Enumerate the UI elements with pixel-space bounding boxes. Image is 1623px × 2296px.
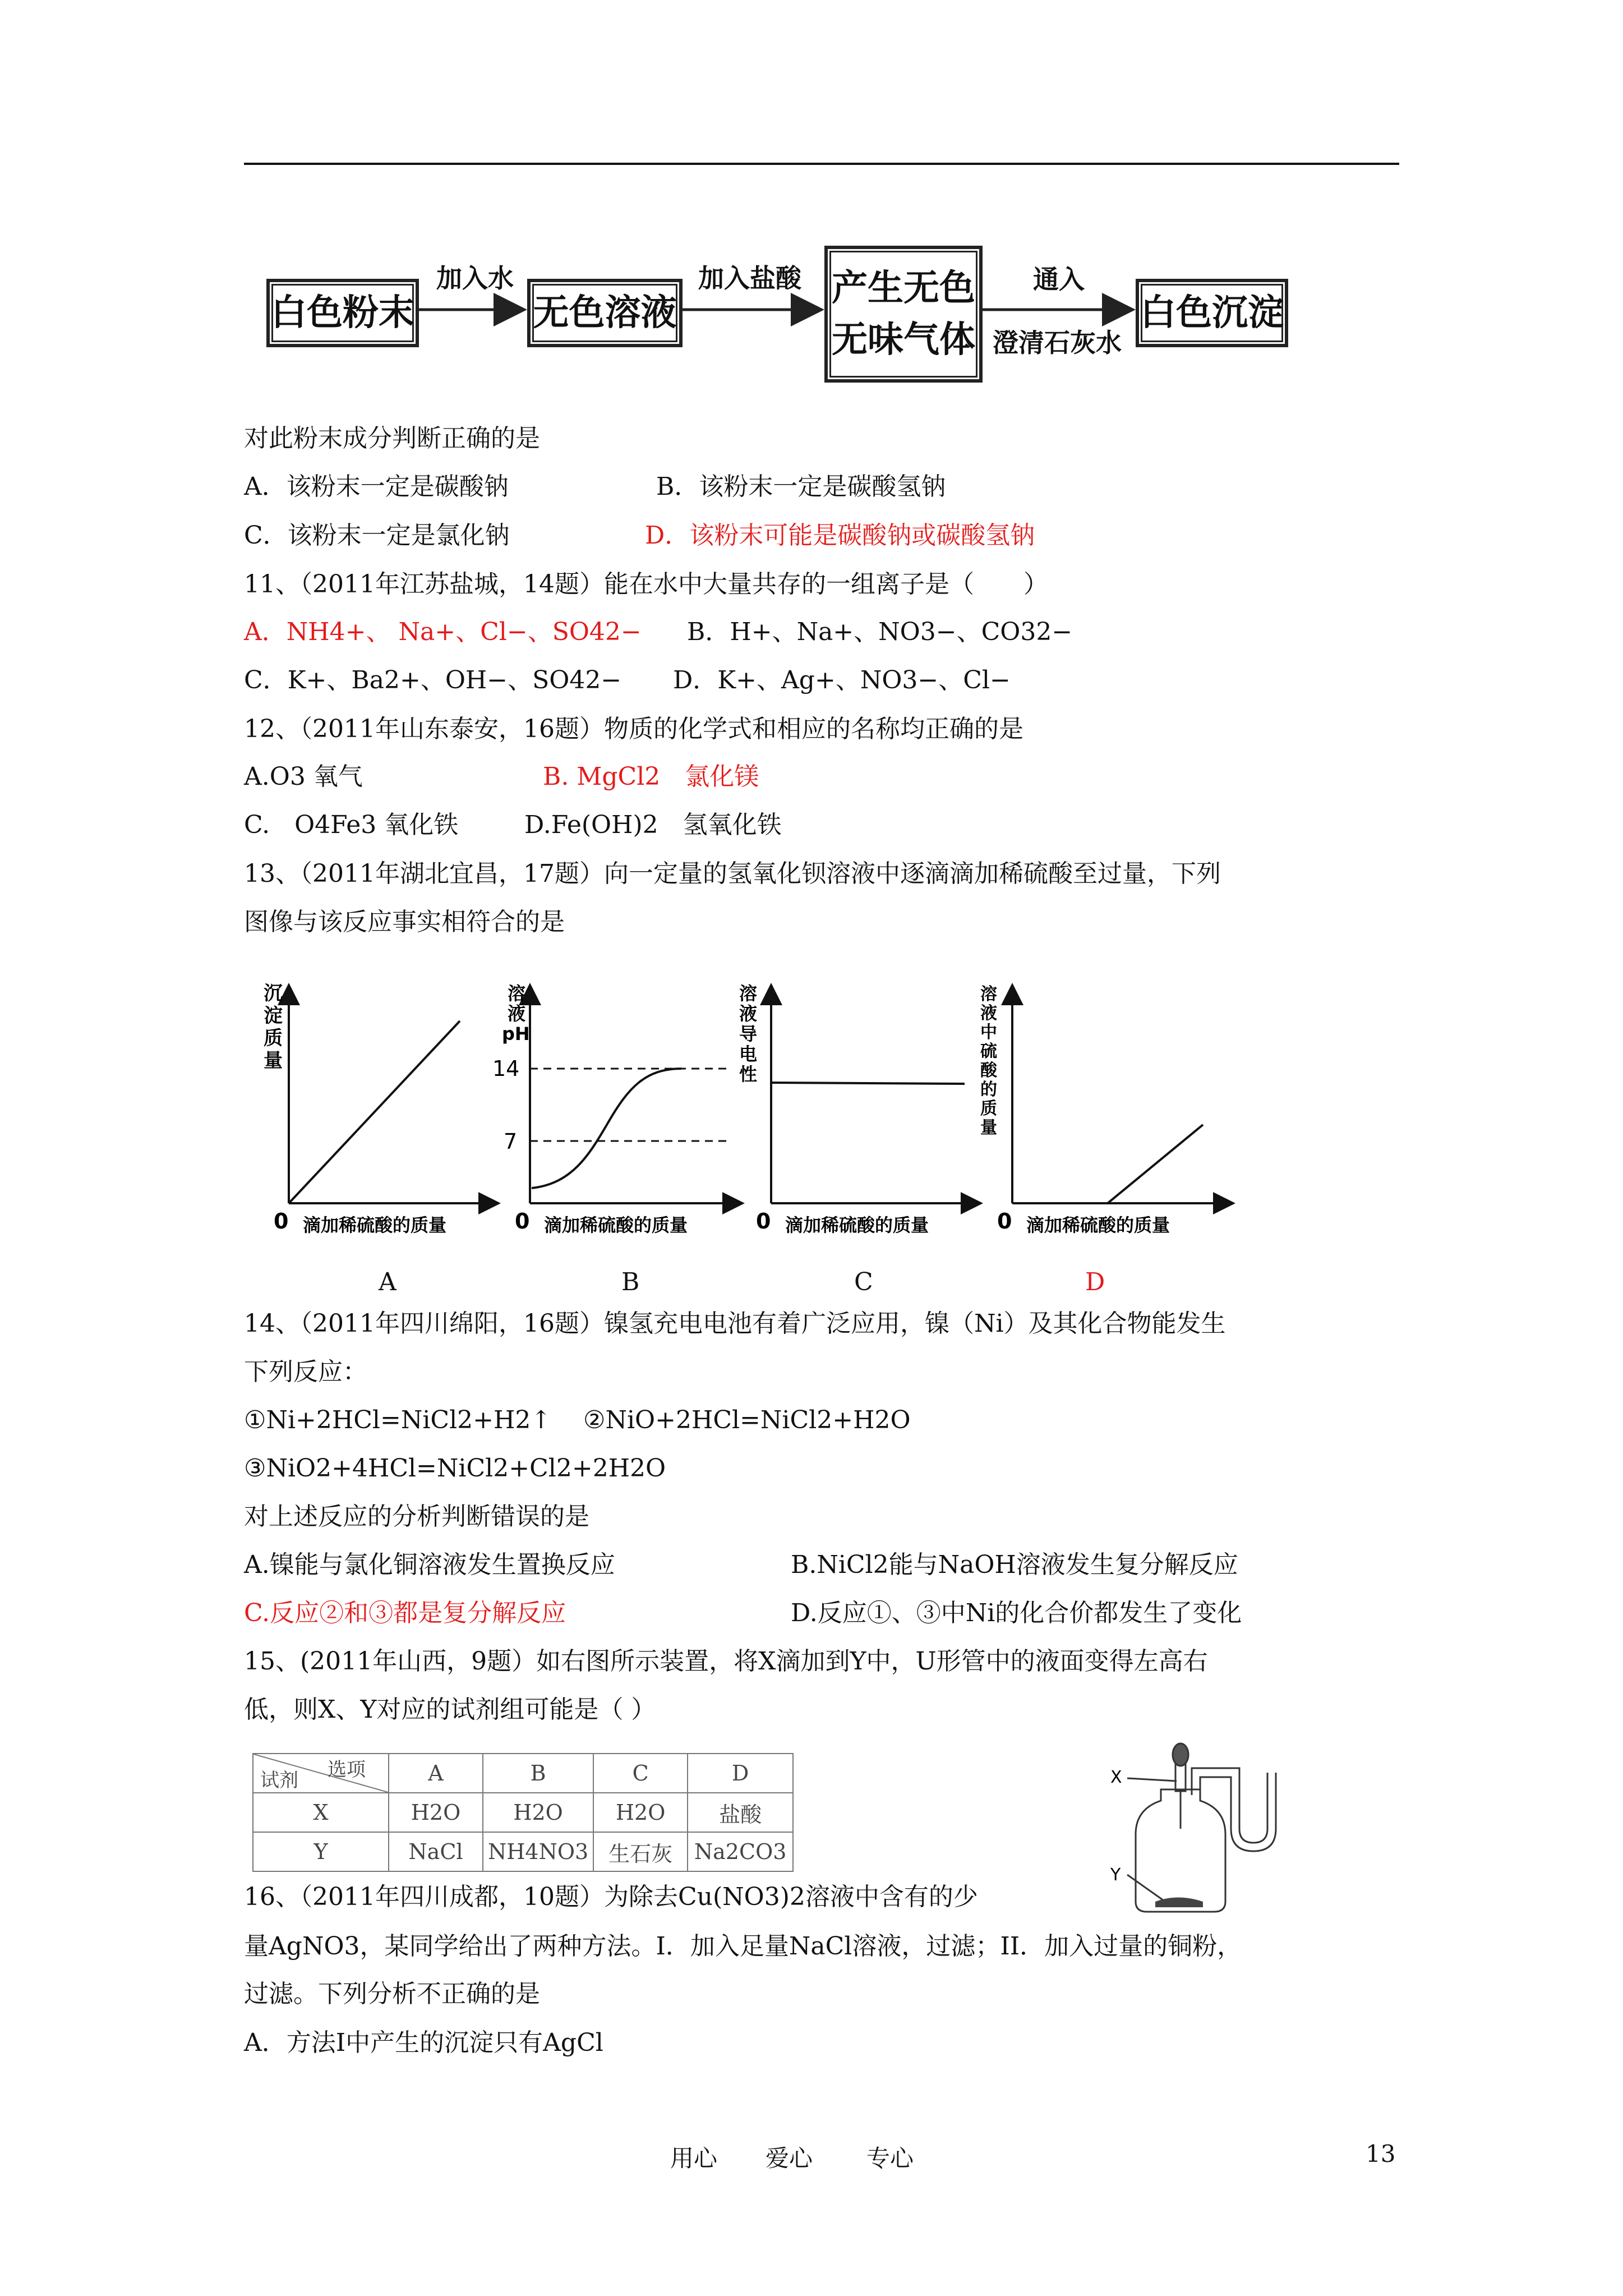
q15-options-table xyxy=(252,1753,794,1872)
q16-stem-line2: 量AgNO3，某同学给出了两种方法。I．加入足量NaCl溶液，过滤；II．加入过量的铜粉， xyxy=(244,1932,1242,1961)
table-cell-y-d: Na2CO3 xyxy=(688,1832,793,1871)
graph-b-ylabel-char: pH xyxy=(502,1023,530,1045)
flow-arrow-label-2: 加入盐酸 xyxy=(698,263,801,293)
graph-b-tick-14: 14 xyxy=(492,1056,520,1081)
u-tube xyxy=(1192,1768,1267,1843)
q11-option-d: D．K+、Ag+、NO3−、Cl− xyxy=(673,666,1011,694)
graph-b-origin: 0 xyxy=(515,1209,530,1234)
table-header-d: D xyxy=(688,1754,793,1793)
q14-eq1: ①Ni+2HCl=NiCl2+H2↑ xyxy=(244,1406,552,1434)
table-corner-cell xyxy=(253,1754,389,1793)
q15-stem-line1: 15、(2011年山西，9题）如右图所示装置，将X滴加到Y中，U形管中的液面变得左高右 xyxy=(244,1647,1208,1676)
graph-c-xlabel: 滴加稀硫酸的质量 xyxy=(785,1214,929,1236)
graph-c-ylabel-char: 液 xyxy=(739,1003,758,1024)
graph-d-origin: 0 xyxy=(997,1209,1012,1234)
table-cell-y-a: NaCl xyxy=(389,1832,483,1871)
graph-d-ylabel-char: 量 xyxy=(980,1118,997,1138)
q14-stem-line2: 下列反应： xyxy=(244,1358,367,1386)
label-x: X xyxy=(1110,1768,1122,1787)
q16-stem-line3: 过滤。下列分析不正确的是 xyxy=(244,1980,540,2008)
q16-option-a: A．方法I中产生的沉淀只有AgCl xyxy=(244,2028,603,2057)
q12-option-a: A.O3 氧气 xyxy=(244,762,363,791)
q10-option-a: A．该粉末一定是碳酸钠 xyxy=(244,472,509,501)
q11-option-a: A．NH4+、 Na+、Cl−、SO42− xyxy=(244,618,642,646)
graph-a-ylabel-char: 质 xyxy=(264,1027,283,1050)
q11-option-b: B．H+、Na+、NO3−、CO32− xyxy=(687,618,1073,646)
q14-eq3: ③NiO2+4HCl=NiCl2+Cl2+2H2O xyxy=(244,1454,666,1483)
graph-b-xlabel: 滴加稀硫酸的质量 xyxy=(544,1214,688,1236)
q10-option-b: B．该粉末一定是碳酸氢钠 xyxy=(656,472,946,501)
graph-c-ylabel-char: 导 xyxy=(739,1023,758,1045)
graph-b-ylabel-char: 液 xyxy=(508,1003,526,1024)
graph-c-ylabel-char: 电 xyxy=(739,1043,758,1065)
corner-bottom-label: 试剂 xyxy=(260,1769,298,1792)
graph-b-letter: B xyxy=(621,1268,640,1296)
q15-stem-line2: 低，则X、Y对应的试剂组可能是（ ） xyxy=(244,1695,656,1724)
graph-a-origin: 0 xyxy=(274,1209,289,1234)
graph-a-letter: A xyxy=(379,1268,396,1296)
graph-d-ylabel-char: 酸 xyxy=(980,1061,997,1080)
graph-c-letter: C xyxy=(854,1268,873,1296)
q10-stem: 对此粉末成分判断正确的是 xyxy=(244,424,540,453)
q13-stem-line2: 图像与该反应事实相符合的是 xyxy=(244,908,565,936)
graph-a-ylabel-char: 量 xyxy=(264,1050,283,1072)
flow-arrow-label-1: 加入水 xyxy=(436,263,514,293)
graph-b xyxy=(492,983,740,1236)
graph-c-curve xyxy=(771,1083,965,1084)
dropper-bulb xyxy=(1173,1743,1188,1766)
footer-motto-3: 专心 xyxy=(866,2145,914,2172)
table-cell-x-c: H2O xyxy=(593,1793,688,1832)
label-y: Y xyxy=(1110,1865,1121,1885)
q14-option-c: C.反应②和③都是复分解反应 xyxy=(244,1599,566,1627)
flow-arrows xyxy=(0,0,1623,393)
graph-c-ylabel-char: 溶 xyxy=(739,983,758,1004)
graph-d-ylabel-char: 液 xyxy=(980,1004,997,1023)
corner-top-label: 选项 xyxy=(328,1759,366,1781)
graph-b-tick-7: 7 xyxy=(504,1129,518,1154)
table-header-a: A xyxy=(389,1754,483,1793)
q11-option-c: C．K+、Ba2+、OH−、SO42− xyxy=(244,666,622,694)
flow-box-colorless-gas: 产生无色 无味气体 xyxy=(824,246,983,383)
table-header-c: C xyxy=(593,1754,688,1793)
graph-c xyxy=(739,983,979,1236)
graph-a-curve xyxy=(289,1021,460,1203)
q12-option-b: B. MgCl2 氯化镁 xyxy=(543,762,759,791)
q14-eq2: ②NiO+2HCl=NiCl2+H2O xyxy=(583,1406,911,1434)
graph-b-curve xyxy=(532,1069,681,1188)
q10-option-c: C．该粉末一定是氯化钠 xyxy=(244,521,510,550)
q13-graphs xyxy=(0,954,1623,1257)
q10-option-d: D．该粉末可能是碳酸钠或碳酸氢钠 xyxy=(645,521,1035,550)
graph-a-ylabel-char: 沉 xyxy=(264,982,283,1005)
flow-arrow-label-3-bottom: 澄清石灰水 xyxy=(993,328,1122,358)
dropper-body xyxy=(1175,1764,1186,1791)
q14-stem-line1: 14、（2011年四川绵阳，16题）镍氢充电电池有着广泛应用，镍（Ni）及其化合物能发生 xyxy=(244,1309,1226,1338)
graph-d-ylabel-char: 质 xyxy=(980,1099,997,1119)
q15-apparatus xyxy=(1094,1733,1318,1918)
q13-stem-line1: 13、（2011年湖北宜昌，17题）向一定量的氢氧化钡溶液中逐滴滴加稀硫酸至过量，下列 xyxy=(244,859,1221,888)
footer-motto-1: 用心 xyxy=(670,2145,718,2172)
graph-c-ylabel-char: 性 xyxy=(739,1064,758,1085)
graph-d-letter: D xyxy=(1085,1268,1105,1296)
table-header-b: B xyxy=(483,1754,593,1793)
q12-stem: 12、（2011年山东泰安，16题）物质的化学式和相应的名称均正确的是 xyxy=(244,715,1023,743)
footer-motto-2: 爱心 xyxy=(766,2145,813,2172)
graph-d-curve xyxy=(1108,1125,1203,1203)
flow-box-colorless-solution: 无色溶液 xyxy=(527,279,683,347)
q14-option-a: A.镍能与氯化铜溶液发生置换反应 xyxy=(244,1550,615,1579)
flow-box-white-precipitate: 白色沉淀 xyxy=(1136,279,1288,347)
graph-b-ylabel-char: 溶 xyxy=(508,983,526,1004)
graph-c-origin: 0 xyxy=(756,1209,771,1234)
graph-d-ylabel-char: 硫 xyxy=(980,1042,997,1061)
flow-arrow-label-3-top: 通入 xyxy=(1033,264,1085,295)
graph-d-ylabel-char: 的 xyxy=(980,1080,997,1099)
q16-stem-line1: 16、（2011年四川成都，10题）为除去Cu(NO3)2溶液中含有的少 xyxy=(244,1883,978,1911)
flow-box-white-powder: 白色粉末 xyxy=(266,279,419,347)
table-cell-x-d: 盐酸 xyxy=(688,1793,793,1832)
graph-d xyxy=(980,984,1231,1236)
q14-option-d: D.反应①、③中Ni的化合价都发生了变化 xyxy=(791,1599,1242,1627)
q12-option-d: D.Fe(OH)2 氢氧化铁 xyxy=(524,811,782,839)
graph-a-ylabel-char: 淀 xyxy=(264,1005,283,1027)
table-cell-x-b: H2O xyxy=(483,1793,593,1832)
page-number: 13 xyxy=(1366,2140,1396,2168)
q14-option-b: B.NiCl2能与NaOH溶液发生复分解反应 xyxy=(791,1550,1238,1579)
table-row-y-label: Y xyxy=(253,1832,389,1871)
table-cell-y-b: NH4NO3 xyxy=(483,1832,593,1871)
table-row-x-label: X xyxy=(253,1793,389,1832)
q14-question: 对上述反应的分析判断错误的是 xyxy=(244,1502,589,1531)
table-cell-y-c: 生石灰 xyxy=(593,1832,688,1871)
graph-a xyxy=(264,982,496,1236)
graph-d-ylabel-char: 中 xyxy=(980,1023,997,1042)
q12-option-c: C. O4Fe3 氧化铁 xyxy=(244,811,459,839)
graph-a-xlabel: 滴加稀硫酸的质量 xyxy=(303,1214,447,1236)
table-cell-x-a: H2O xyxy=(389,1793,483,1832)
graph-d-xlabel: 滴加稀硫酸的质量 xyxy=(1026,1214,1170,1236)
q11-stem: 11、（2011年江苏盐城，14题）能在水中大量共存的一组离子是（ ） xyxy=(244,570,1048,599)
graph-d-ylabel-char: 溶 xyxy=(980,984,997,1004)
